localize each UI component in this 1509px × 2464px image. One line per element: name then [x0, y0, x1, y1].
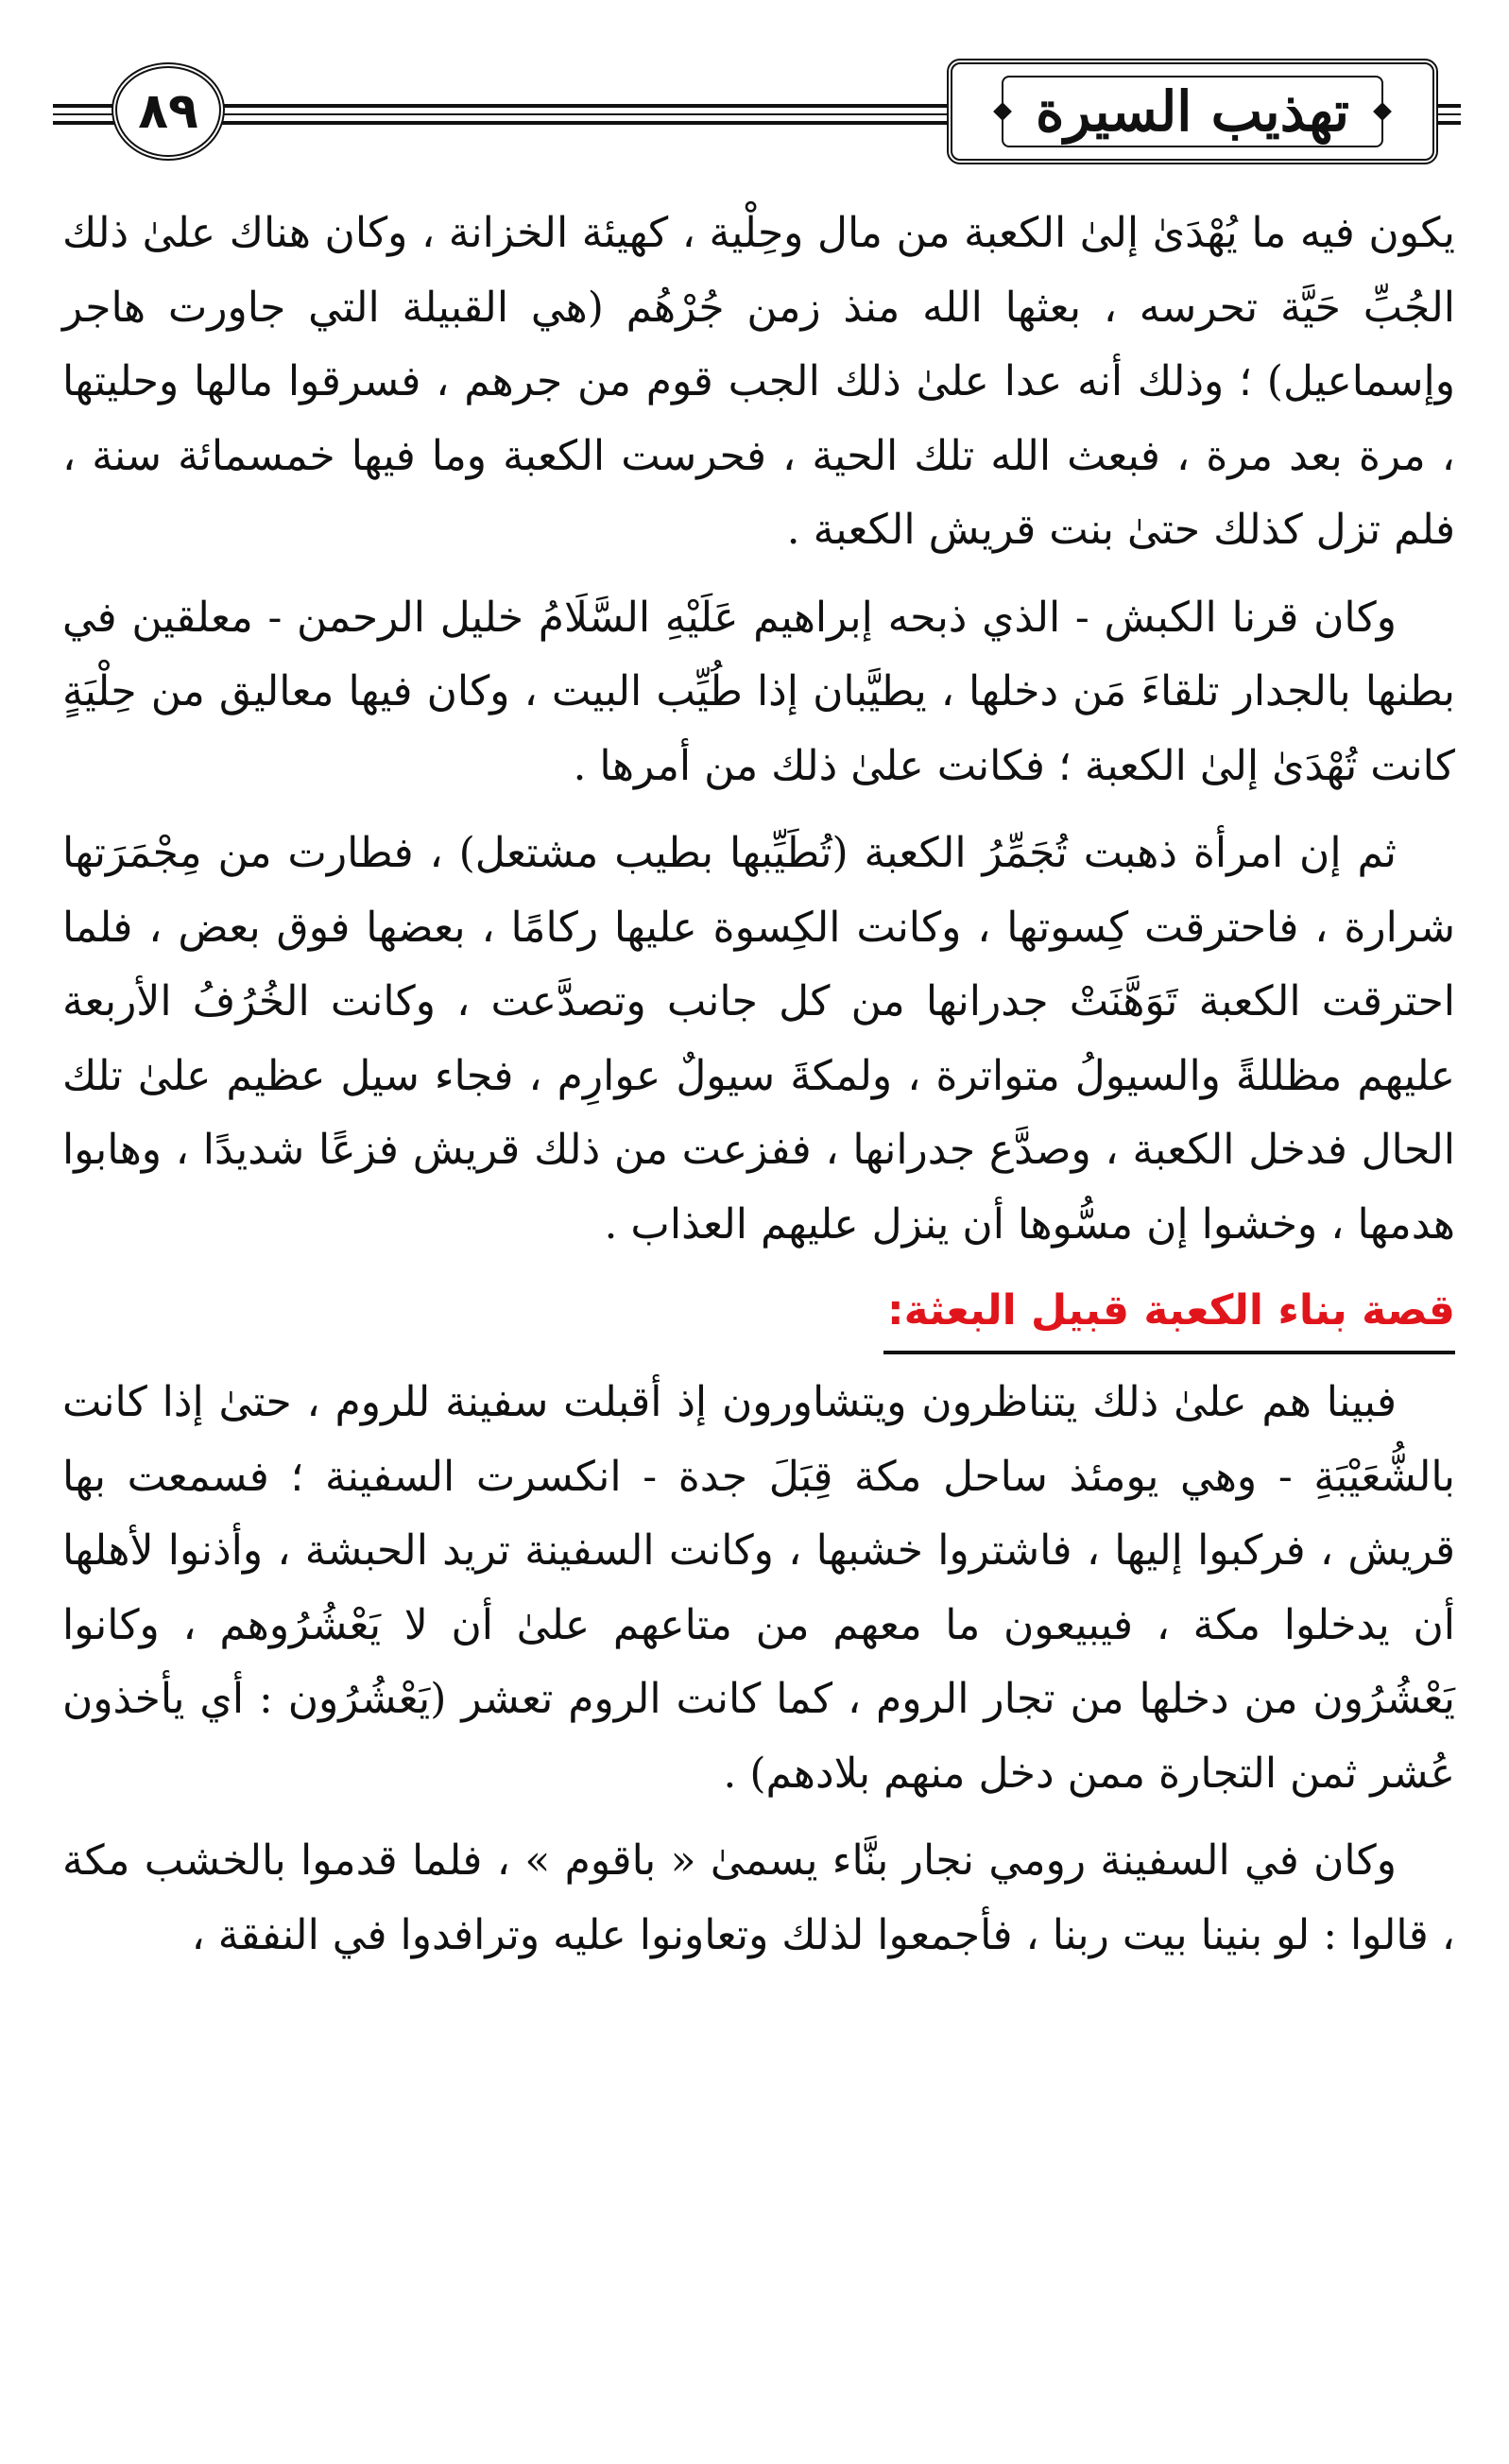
paragraph-1: يكون فيه ما يُهْدَىٰ إلىٰ الكعبة من مال وحِلْية ، كهيئة الخزانة ، وكان هناك علىٰ ذلك الجُبِّ حَيَّة تحرسه ، بعثها الله منذ زمن جُرْهُم (هي القبيلة التي جاورت هاجر وإسماعيل) ؛ وذلك أنه عدا علىٰ ذلك الجب قوم من جرهم ، فسرقوا مالها وحليتها ، مرة بعد مرة ، فبعث الله تلك الحية ، فحرست الكعبة وما فيها خمسمائة سنة ، فلم تزل كذلك حتىٰ بنت قريش الكعبة . [62, 209, 1455, 554]
ornament-diamond-icon [1373, 102, 1392, 121]
page-number: ٨٩ [138, 83, 198, 140]
paragraph-5: وكان في السفينة رومي نجار بنَّاء يسمىٰ « باقوم » ، فلما قدموا بالخشب مكة ، قالوا : لو بنينا بيت ربنا ، فأجمعوا لذلك وتعاونوا عليه وترافدوا في النفقة ، [62, 1836, 1455, 1959]
spacer [62, 568, 1455, 581]
section-heading: قصة بناء الكعبة قبيل البعثة: [883, 1279, 1455, 1354]
paragraph-4: فبينا هم علىٰ ذلك يتناظرون ويتشاورون إذ أقبلت سفينة للروم ، حتىٰ إذا كانت بالشُّعَيْبَةِ - وهي يومئذ ساحل مكة قِبَلَ جدة - انكسرت السفينة ؛ فسمعت بها قريش ، فركبوا إليها ، فاشتروا خشبها ، وكانت السفينة تريد الحبشة ، وأذنوا لأهلها أن يدخلوا مكة ، فيبيعون ما معهم من متاعهم علىٰ أن لا يَعْشُرُوهم ، وكانوا يَعْشُرُون من دخلها من تجار الروم ، كما كانت الروم تعشر (يَعْشُرُون : أي يأخذون عُشر ثمن التجارة ممن دخل منهم بلادهم) . [62, 1378, 1455, 1798]
spacer [62, 803, 1455, 817]
ornament-diamond-icon [993, 102, 1012, 121]
section-heading-row [62, 1262, 1455, 1366]
book-title: تهذيب السيرة [1035, 79, 1350, 144]
book-title-frame [947, 59, 1438, 164]
paragraph-2: وكان قرنا الكبش - الذي ذبحه إبراهيم عَلَيْهِ السَّلَامُ خليل الرحمن - معلقين في بطنها بالجدار تلقاءَ مَن دخلها ، يطيَّبان إذا طُيِّب البيت ، وكان فيها معاليق من حِلْيَةٍ كانت تُهْدَىٰ إلىٰ الكعبة ؛ فكانت علىٰ ذلك من أمرها . [62, 593, 1455, 790]
paragraph-3: ثم إن امرأة ذهبت تُجَمِّرُ الكعبة (تُطَيِّبها بطيب مشتعل) ، فطارت من مِجْمَرَتها شرارة ، فاحترقت كِسوتها ، وكانت الكِسوة عليها ركامًا ، بعضها فوق بعض ، فلما احترقت الكعبة تَوَهَّنَتْ جدرانها من كل جانب وتصدَّعت ، وكانت الخُرُفُ الأربعة عليهم مظللةً والسيولُ متواترة ، ولمكةَ سيولٌ عوارِم ، فجاء سيل عظيم علىٰ تلك الحال فدخل الكعبة ، وصدَّع جدرانها ، ففزعت من ذلك قريش فزعًا شديدًا ، وهابوا هدمها ، وخشوا إن مسُّوها أن ينزل عليهم العذاب . [62, 829, 1455, 1249]
page-number-frame [111, 62, 225, 161]
spacer [62, 1811, 1455, 1824]
page-body [62, 197, 1455, 1973]
page-header [53, 59, 1461, 172]
book-title-inner-frame [1002, 76, 1383, 147]
